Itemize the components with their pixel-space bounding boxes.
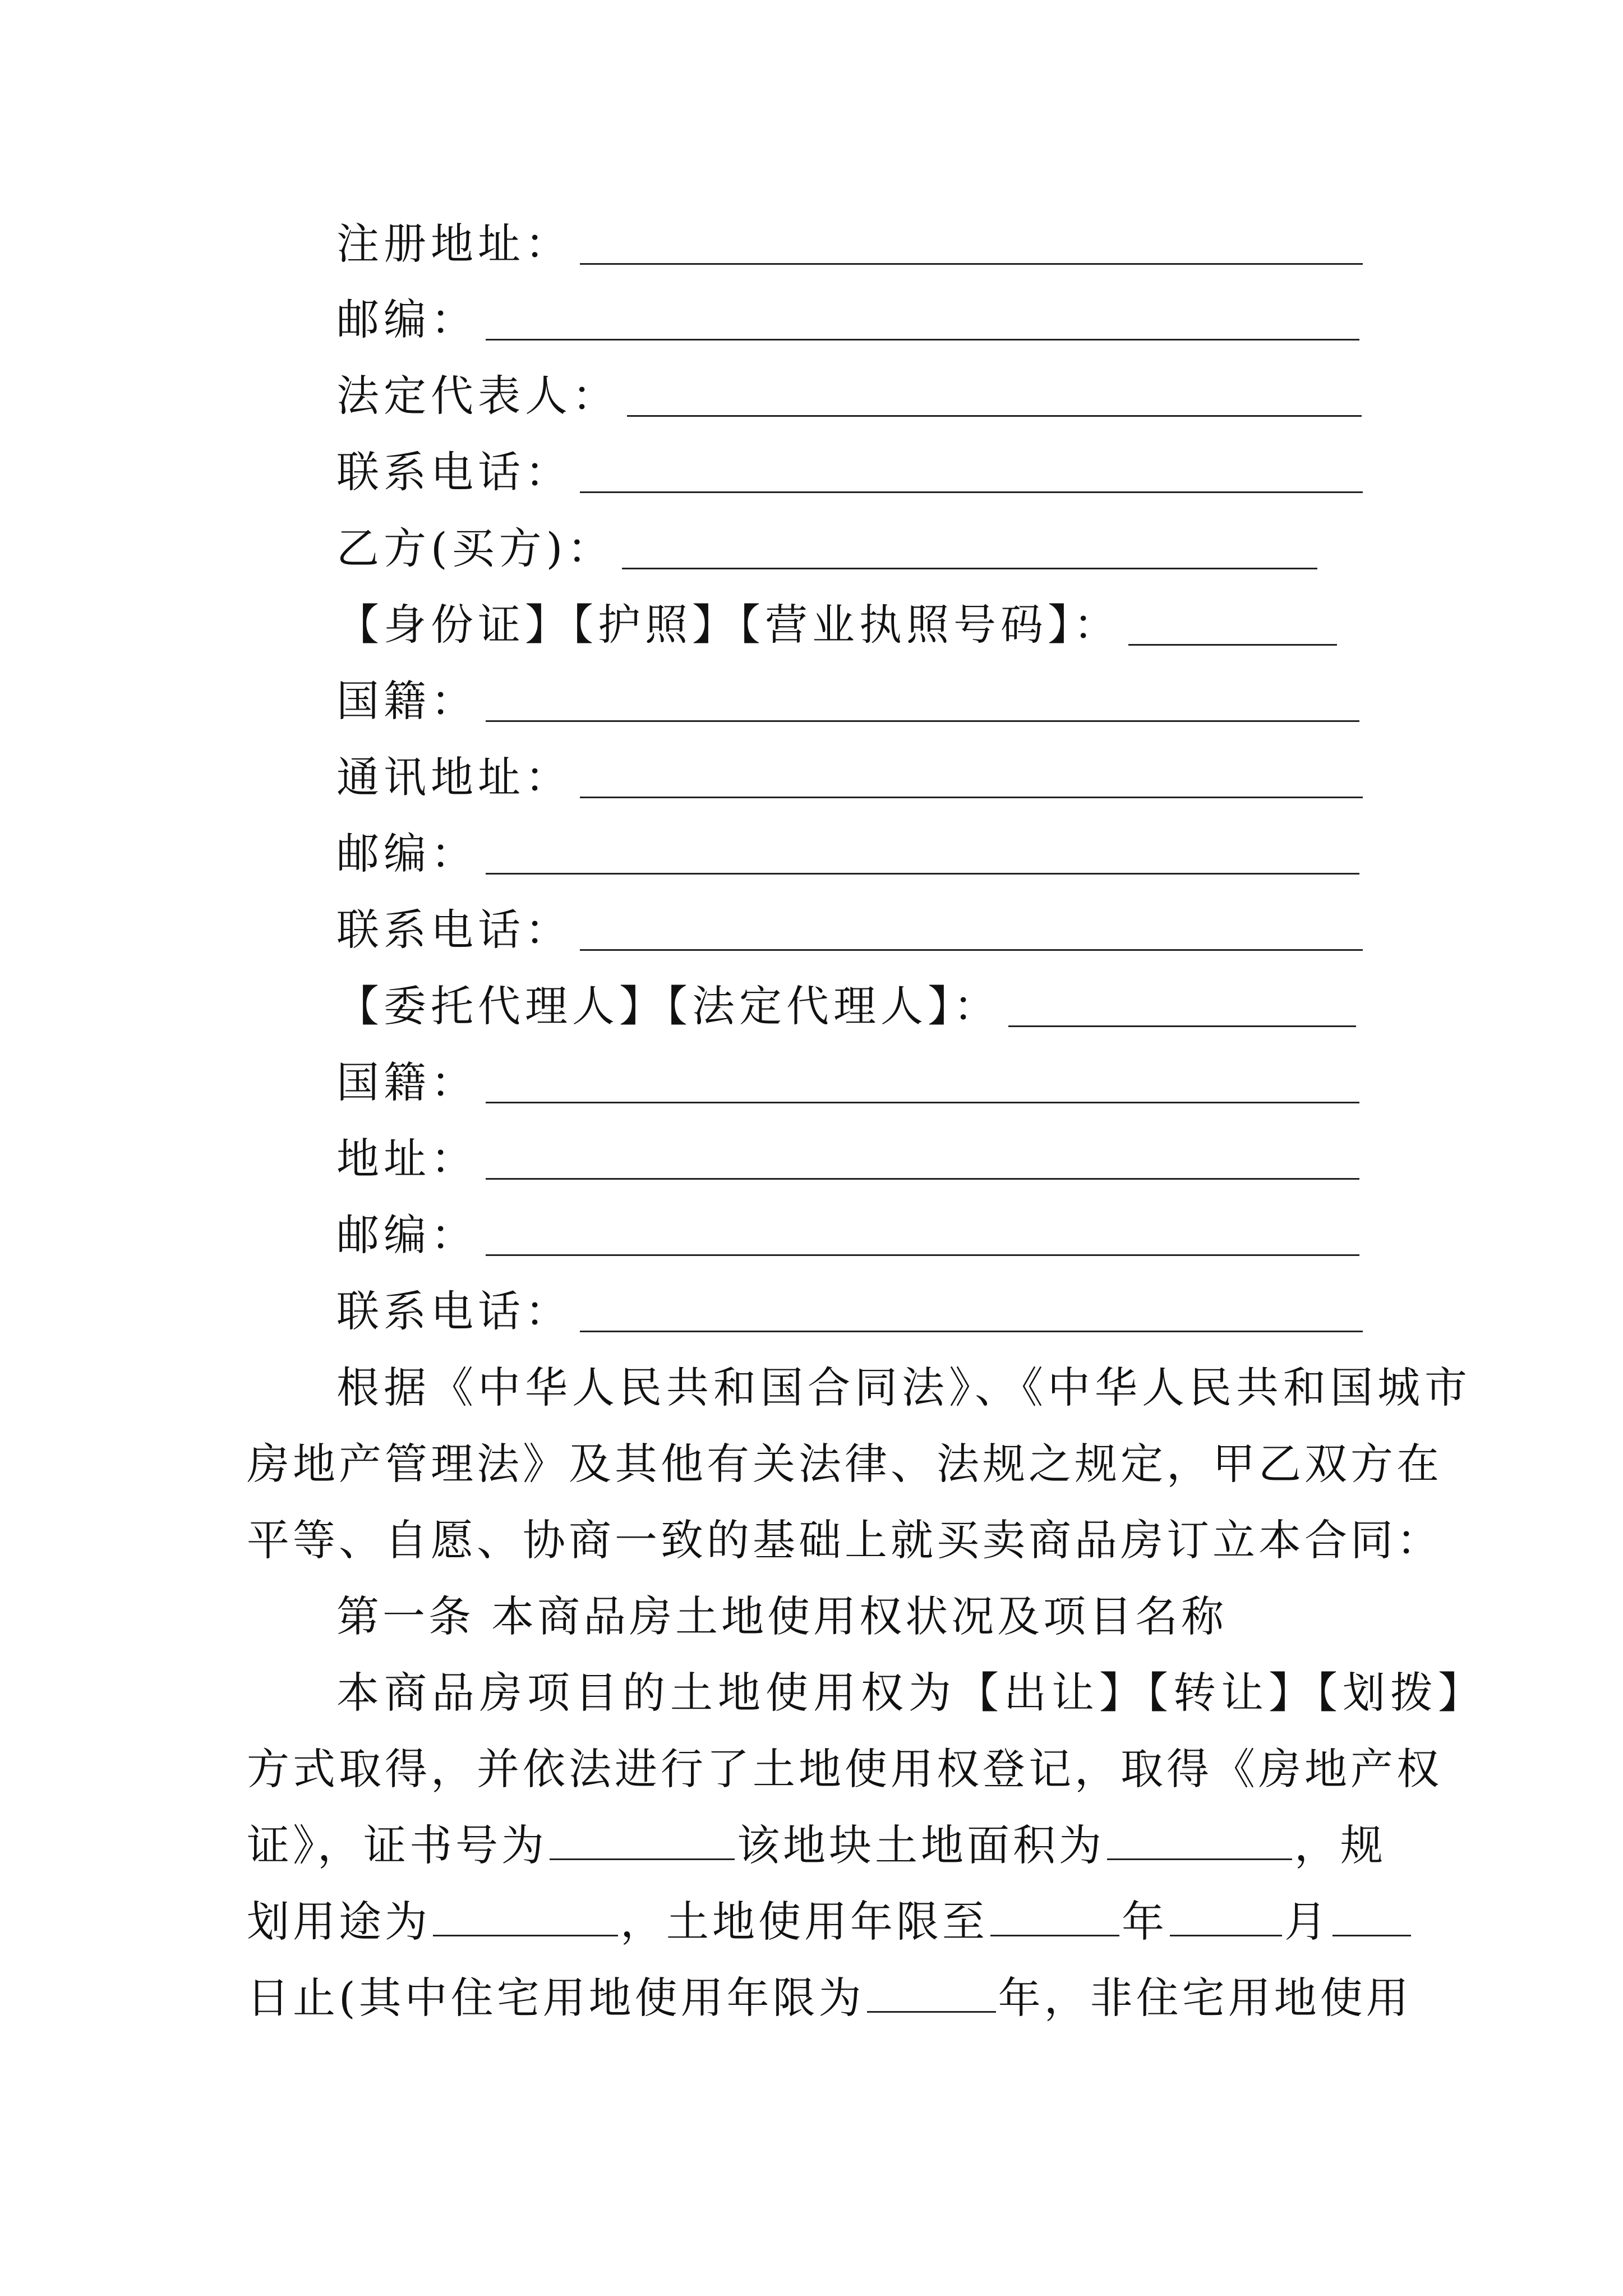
field-address <box>336 1131 1359 1187</box>
field-postcode <box>336 292 1359 348</box>
field-nationality <box>336 1055 1359 1111</box>
blank-line[interactable] <box>580 229 1363 265</box>
field-label: 通讯地址： <box>336 752 572 802</box>
article-line-with-blanks <box>247 1970 1412 2026</box>
field-agent <box>336 978 1356 1034</box>
blank-line[interactable] <box>486 1068 1359 1103</box>
land-area-blank[interactable] <box>1107 1821 1292 1860</box>
planned-use-blank[interactable] <box>433 1898 618 1936</box>
field-phone <box>336 902 1363 958</box>
blank-line[interactable] <box>622 534 1317 569</box>
field-label: 邮编： <box>336 295 478 344</box>
article-line-with-blanks <box>247 1818 1386 1874</box>
blank-line[interactable] <box>1128 610 1337 646</box>
blank-line[interactable] <box>486 1221 1359 1256</box>
text-segment: 年，非住宅用地使用 <box>998 1973 1412 2023</box>
field-label: 国籍： <box>336 1057 478 1107</box>
field-label: 国籍： <box>336 676 478 726</box>
field-registered-address <box>336 216 1363 272</box>
blank-line[interactable] <box>486 305 1359 341</box>
preamble-line: 房地产管理法》及其他有关法律、法规之规定，甲乙双方在 <box>247 1439 1442 1489</box>
text-segment: 证》，证书号为 <box>247 1820 547 1870</box>
blank-line[interactable] <box>580 763 1363 798</box>
text-segment: 月 <box>1284 1897 1330 1947</box>
blank-line[interactable] <box>580 458 1363 493</box>
field-nationality <box>336 673 1359 729</box>
day-blank[interactable] <box>1332 1898 1411 1936</box>
field-id-number <box>336 597 1337 653</box>
field-legal-representative <box>336 368 1362 424</box>
article-heading: 第一条 本商品房土地使用权状况及项目名称 <box>336 1591 1228 1641</box>
blank-line[interactable] <box>580 915 1363 951</box>
field-label: 地址： <box>336 1134 478 1184</box>
month-blank[interactable] <box>1170 1898 1282 1936</box>
blank-line[interactable] <box>486 687 1359 722</box>
preamble-line: 根据《中华人民共和国合同法》、《中华人民共和国城市 <box>336 1363 1472 1412</box>
field-label: 注册地址： <box>336 219 572 269</box>
field-label: 乙方(买方)： <box>336 523 615 573</box>
blank-line[interactable] <box>486 1144 1359 1180</box>
field-label: 联系电话： <box>336 447 572 497</box>
blank-line[interactable] <box>1008 992 1356 1027</box>
field-label: 【身份证】【护照】【营业执照号码】： <box>336 600 1121 650</box>
certificate-number-blank[interactable] <box>550 1821 735 1860</box>
article-line-with-blanks <box>247 1894 1413 1950</box>
article-line: 方式取得，并依法进行了土地使用权登记，取得《房地产权 <box>247 1744 1442 1794</box>
text-segment: 日止(其中住宅用地使用年限为 <box>247 1973 865 2023</box>
article-line: 本商品房项目的土地使用权为【出让】【转让】【划拨】 <box>336 1668 1486 1718</box>
blank-line[interactable] <box>486 839 1359 875</box>
text-segment: ，规 <box>1294 1820 1386 1870</box>
preamble-line: 平等、自愿、协商一致的基础上就买卖商品房订立本合同： <box>247 1515 1442 1565</box>
text-segment: 年 <box>1122 1897 1168 1947</box>
field-label: 邮编： <box>336 829 478 878</box>
text-segment: ，土地使用年限至 <box>620 1897 988 1947</box>
field-label: 联系电话： <box>336 905 572 955</box>
field-label: 【委托代理人】【法定代理人】： <box>336 981 1000 1031</box>
field-postcode <box>336 1207 1359 1263</box>
blank-line[interactable] <box>627 381 1362 417</box>
blank-line[interactable] <box>580 1297 1363 1332</box>
field-mailing-address <box>336 749 1363 806</box>
field-label: 法定代表人： <box>336 371 619 421</box>
field-label: 联系电话： <box>336 1286 572 1336</box>
text-segment: 该地块土地面积为 <box>737 1820 1105 1870</box>
field-postcode <box>336 826 1359 882</box>
field-party-b <box>336 521 1317 577</box>
residential-years-blank[interactable] <box>867 1974 996 2013</box>
field-phone <box>336 444 1363 500</box>
field-label: 邮编： <box>336 1210 478 1260</box>
field-phone <box>336 1283 1363 1340</box>
year-blank[interactable] <box>990 1898 1119 1936</box>
text-segment: 划用途为 <box>247 1897 431 1947</box>
